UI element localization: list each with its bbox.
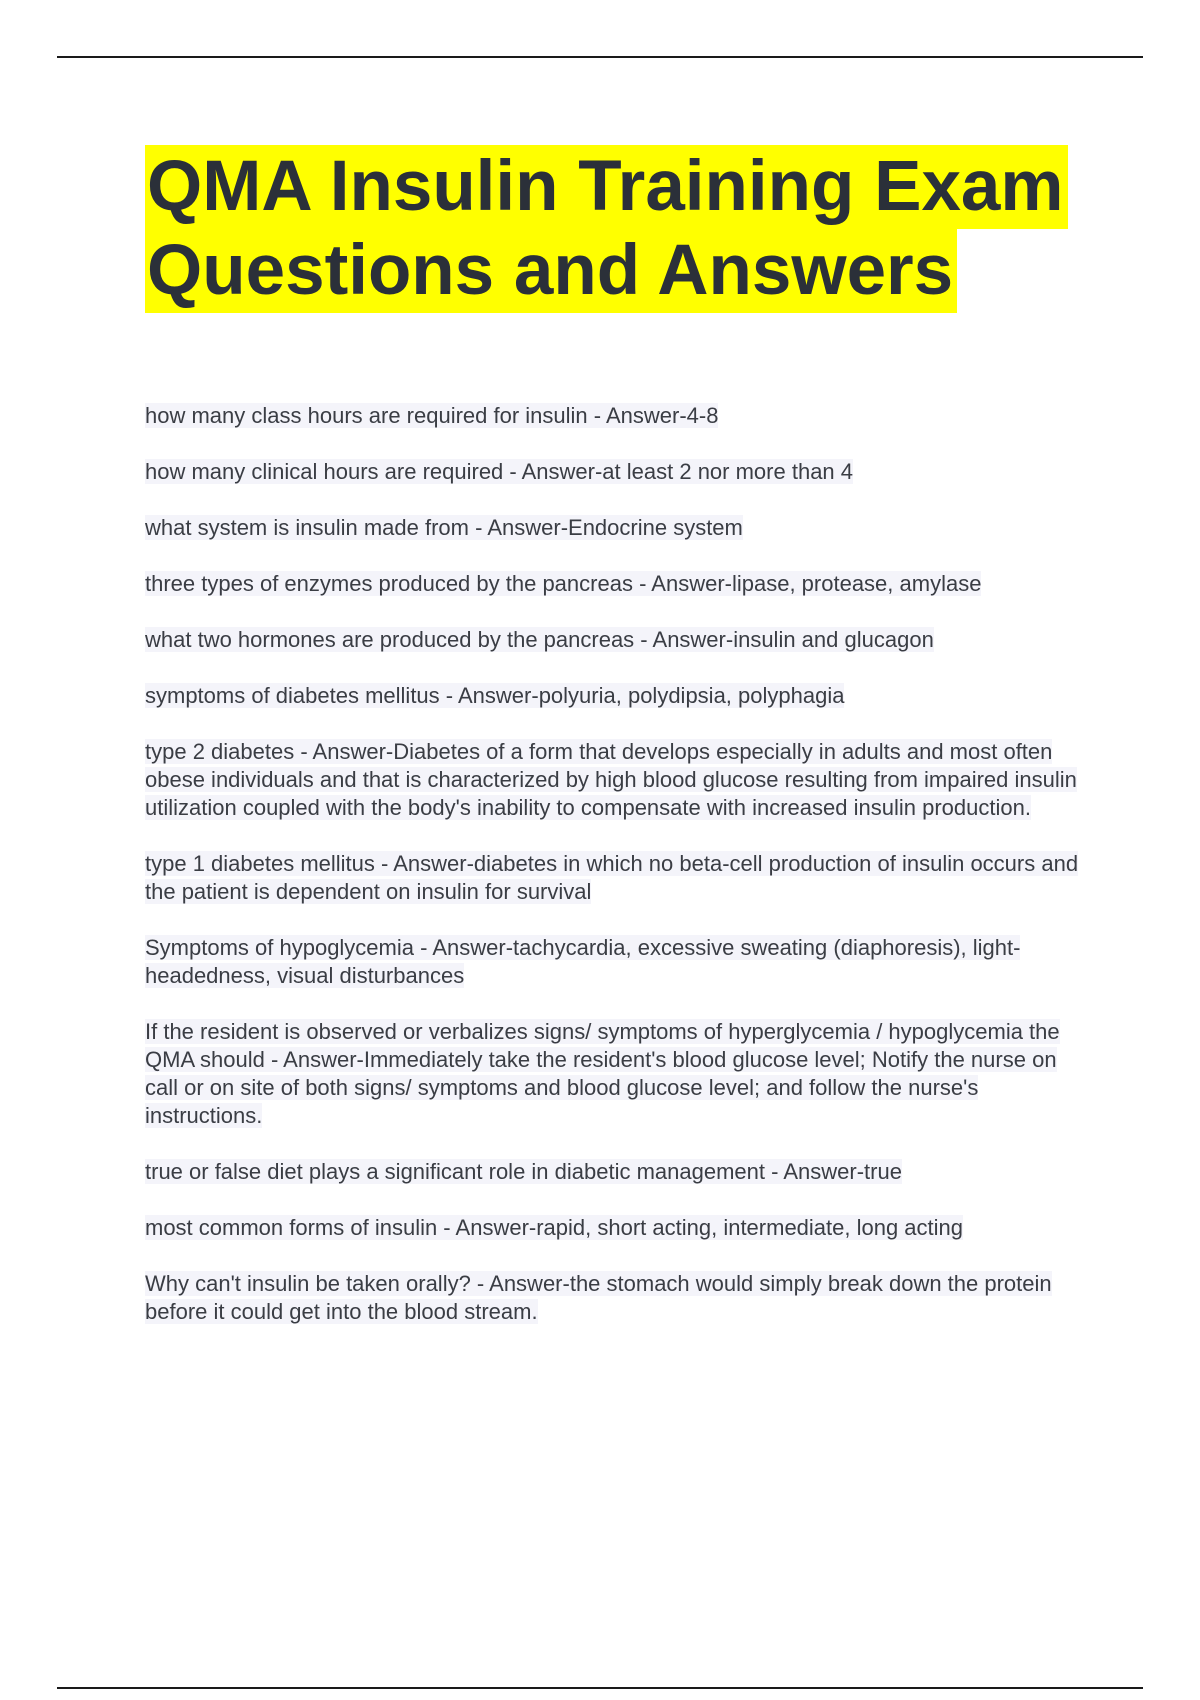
qa-item [145, 682, 1090, 710]
qa-item [145, 1214, 1090, 1242]
page-title [145, 145, 1095, 313]
qa-text: type 1 diabetes mellitus - Answer-diabetes in which no beta-cell production of insulin occurs and the patient is dependent on insulin for survival [145, 851, 1079, 904]
qa-text: three types of enzymes produced by the pancreas - Answer-lipase, protease, amylase [145, 571, 982, 596]
qa-text: how many clinical hours are required - Answer-at least 2 nor more than 4 [145, 459, 854, 484]
qa-item [145, 850, 1090, 906]
qa-text: true or false diet plays a significant role in diabetic management - Answer-true [145, 1159, 902, 1184]
qa-item [145, 458, 1090, 486]
qa-item [145, 738, 1090, 822]
qa-item [145, 402, 1090, 430]
qa-text: type 2 diabetes - Answer-Diabetes of a form that develops especially in adults and most often obese individuals and that is characterized by high blood glucose resulting from impaired insulin utilization coupled with the body's inability to compensate with increased insulin production. [145, 739, 1077, 820]
qa-text: how many class hours are required for insulin - Answer-4-8 [145, 403, 719, 428]
qa-item [145, 1158, 1090, 1186]
bottom-rule [57, 1687, 1143, 1689]
qa-text: what system is insulin made from - Answer-Endocrine system [145, 515, 743, 540]
qa-list [145, 402, 1090, 1354]
qa-item [145, 1270, 1090, 1326]
qa-text: most common forms of insulin - Answer-rapid, short acting, intermediate, long acting [145, 1215, 964, 1240]
qa-text: If the resident is observed or verbalizes signs/ symptoms of hyperglycemia / hypoglycemia the QMA should - Answer-Immediately take the resident's blood glucose level; Notify the nurse on call or on site of both signs/ symptoms and blood glucose level; and follow the nurse's instructions. [145, 1019, 1060, 1128]
qa-item [145, 570, 1090, 598]
qa-text: what two hormones are produced by the pancreas - Answer-insulin and glucagon [145, 627, 934, 652]
title-line-1: QMA Insulin Training Exam [145, 145, 1068, 229]
qa-text: symptoms of diabetes mellitus - Answer-polyuria, polydipsia, polyphagia [145, 683, 845, 708]
qa-text: Why can't insulin be taken orally? - Answer-the stomach would simply break down the protein before it could get into the blood stream. [145, 1271, 1052, 1324]
top-rule [57, 56, 1143, 58]
title-line-2: Questions and Answers [145, 229, 957, 313]
qa-item [145, 626, 1090, 654]
qa-item [145, 514, 1090, 542]
qa-text: Symptoms of hypoglycemia - Answer-tachycardia, excessive sweating (diaphoresis), light-headedness, visual disturbances [145, 935, 1021, 988]
qa-item [145, 1018, 1090, 1130]
qa-item [145, 934, 1090, 990]
